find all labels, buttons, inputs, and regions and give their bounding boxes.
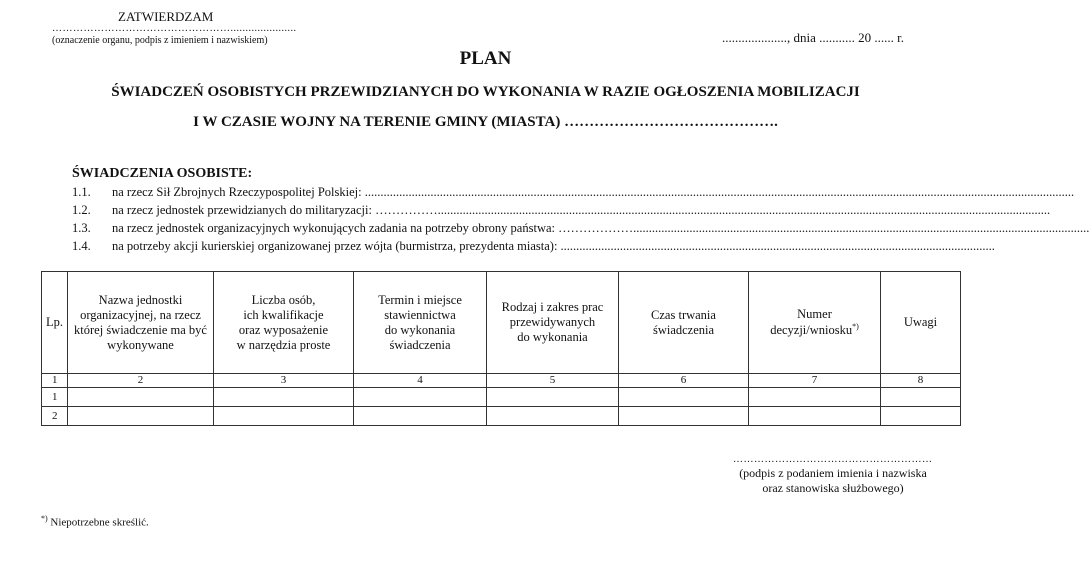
row-number: 2 (42, 407, 68, 426)
list-item-text: na rzecz Sił Zbrojnych Rzeczypospolitej Polskiej: ................................................................................................................................................................................................................................... (112, 185, 1075, 199)
list-item-number: 1.3. (72, 221, 91, 235)
column-number: 2 (68, 374, 214, 388)
column-number: 3 (214, 374, 354, 388)
footnote-marker: *) (41, 514, 48, 523)
footnote-marker: *) (852, 321, 859, 331)
table-cell[interactable] (68, 388, 214, 407)
table-row (42, 407, 961, 426)
table-cell[interactable] (487, 407, 619, 426)
list-item (72, 239, 995, 254)
column-header-unit-name: Nazwa jednostki organizacyjnej, na rzecz której świadczenie ma być wykonywane (68, 272, 214, 374)
list-item-number: 1.2. (72, 203, 91, 217)
plan-title: PLAN (459, 48, 512, 69)
table-cell[interactable] (881, 407, 961, 426)
column-header-time-place: Termin i miejsce stawiennictwa do wykonania świadczenia (354, 272, 487, 374)
column-header-duration: Czas trwania świadczenia (619, 272, 749, 374)
table-cell[interactable] (749, 388, 881, 407)
table-cell[interactable] (881, 388, 961, 407)
list-item (72, 221, 1089, 236)
table-cell[interactable] (619, 407, 749, 426)
list-item-number: 1.4. (72, 239, 91, 253)
column-number: 6 (619, 374, 749, 388)
list-item-text: na rzecz jednostek przewidzianych do militaryzacji: …………….................................................................................................................................................................................................... (112, 203, 1051, 217)
column-header-lp: Lp. (42, 272, 68, 374)
column-number: 1 (42, 374, 68, 388)
column-header-people-count: Liczba osób, ich kwalifikacje oraz wyposażenie w narzędzia proste (214, 272, 354, 374)
column-number: 4 (354, 374, 487, 388)
approval-title: ZATWIERDZAM (118, 9, 214, 24)
table-column-numbers-row (42, 374, 961, 388)
list-item (72, 185, 1075, 200)
list-item-number: 1.1. (72, 185, 91, 199)
table-header-row (42, 272, 961, 374)
plan-table (41, 271, 961, 426)
approval-signature-line: ……………………………………………...................... (52, 23, 297, 34)
column-header-remarks: Uwagi (881, 272, 961, 374)
list-item (72, 203, 1051, 218)
table-cell[interactable] (214, 388, 354, 407)
column-number: 7 (749, 374, 881, 388)
column-number: 8 (881, 374, 961, 388)
list-item-text: na potrzeby akcji kurierskiej organizowanej przez wójta (burmistrza, prezydenta miasta): ........................................................................................................................................... (112, 239, 995, 253)
column-header-decision-number-label: Numer decyzji/wniosku (770, 306, 853, 338)
column-header-decision-number (749, 272, 881, 374)
approval-caption: (oznaczenie organu, podpis z imieniem i nazwiskiem) (52, 35, 268, 46)
date-line: ...................., dnia ........... 20 ...... r. (722, 30, 904, 45)
table-cell[interactable] (68, 407, 214, 426)
table-cell[interactable] (749, 407, 881, 426)
row-number: 1 (42, 388, 68, 407)
signature-line: ………………………………………………… (733, 454, 933, 465)
footnote-text: Niepotrzebne skreślić. (47, 516, 149, 529)
table-cell[interactable] (354, 388, 487, 407)
section-heading: ŚWIADCZENIA OSOBISTE: (72, 166, 253, 181)
plan-subtitle-line-2: I W CZASIE WOJNY NA TERENIE GMINY (MIASTA) ……………………………………. (193, 114, 778, 130)
signature-caption: (podpis z podaniem imienia i nazwiska oraz stanowiska służbowego) (739, 466, 927, 495)
table-cell[interactable] (354, 407, 487, 426)
table-cell[interactable] (214, 407, 354, 426)
table-row (42, 388, 961, 407)
column-header-work-scope: Rodzaj i zakres prac przewidywanych do wykonania (487, 272, 619, 374)
list-item-text: na rzecz jednostek organizacyjnych wykonujących zadania na potrzeby obrony państwa: ……………….................................................................................................................................................. (112, 221, 1089, 235)
table-cell[interactable] (487, 388, 619, 407)
plan-subtitle-line-1: ŚWIADCZEŃ OSOBISTYCH PRZEWIDZIANYCH DO WYKONANIA W RAZIE OGŁOSZENIA MOBILIZACJI (111, 84, 860, 100)
table-cell[interactable] (619, 388, 749, 407)
column-number: 5 (487, 374, 619, 388)
footnote (41, 514, 149, 529)
